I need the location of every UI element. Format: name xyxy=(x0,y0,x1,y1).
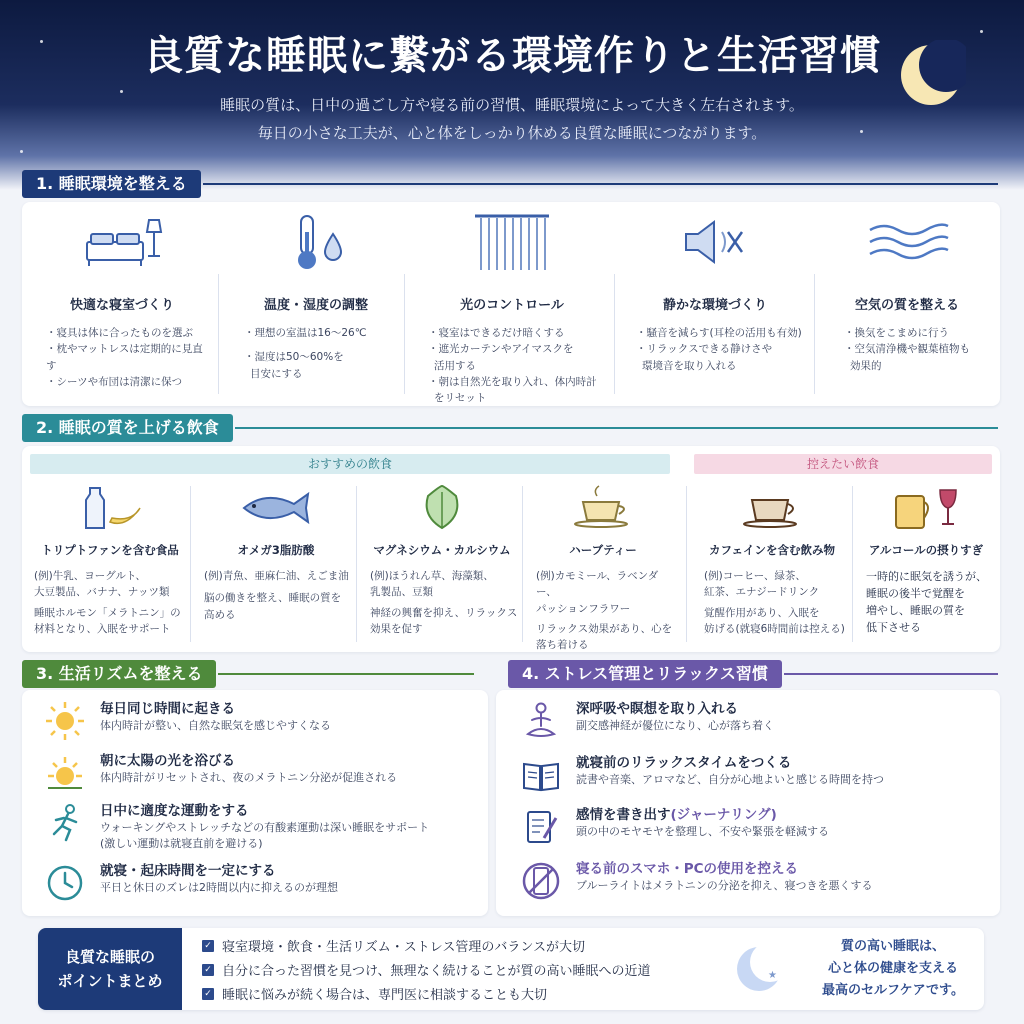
checkbox-icon: ✓ xyxy=(202,940,214,952)
stress-item-title: 感情を書き出す xyxy=(576,807,671,823)
food-effect: 低下させる xyxy=(866,621,921,635)
summary-point-text: 睡眠に悩みが続く場合は、専門医に相談することも大切 xyxy=(222,988,548,1003)
bullet-text: ・朝は自然光を取り入れ、体内時計 xyxy=(428,375,597,388)
milk-banana-icon xyxy=(70,482,150,532)
section-rhythm-header xyxy=(22,660,474,688)
page-subtitle: 毎日の小さな工夫が、心と体をしっかり休める良質な睡眠につながります。 xyxy=(257,124,767,142)
divider xyxy=(218,673,474,675)
stress-item-desc: ブルーライトはメラトニンの分泌を抑え、寝つきを悪くする xyxy=(576,879,873,892)
summary-point xyxy=(202,960,650,979)
stress-item-title: 深呼吸や瞑想を取り入れる xyxy=(576,701,738,717)
food-example: (例)カモミール、ラベンダー、 xyxy=(536,570,659,599)
stress-item-title: 寝る前のスマホ・PCの使用を控える xyxy=(576,861,799,877)
food-effect: 睡眠の後半で覚醒を xyxy=(866,587,965,601)
svg-text:★: ★ xyxy=(768,970,777,981)
rhythm-item xyxy=(44,862,338,904)
curtain-icon xyxy=(467,212,557,272)
food-effect: 妨げる(就寝6時間前は控える) xyxy=(704,622,845,635)
environment-card xyxy=(822,212,992,374)
divider xyxy=(784,673,998,675)
checkbox-icon: ✓ xyxy=(202,964,214,976)
bullet-text: ・寝具は体に合ったものを選ぶ xyxy=(46,327,193,339)
thermometer-icon xyxy=(271,212,361,272)
bullet-text: ・枕やマットレスは定期的に見直す xyxy=(46,343,203,372)
star-icon xyxy=(20,150,23,153)
food-card xyxy=(30,482,190,637)
food-card xyxy=(362,482,522,637)
food-example: パッションフラワー xyxy=(536,602,631,615)
environment-card-title: 快適な寝室づくり xyxy=(69,298,174,313)
rhythm-item-title: 毎日同じ時間に起きる xyxy=(100,701,235,717)
book-icon xyxy=(520,754,562,796)
environment-card xyxy=(622,212,808,374)
closing-line: 心と体の健康を支える xyxy=(827,961,958,976)
section-diet-header xyxy=(22,414,998,442)
diet-panel xyxy=(22,446,1000,652)
divider xyxy=(203,183,998,185)
divider xyxy=(235,427,998,429)
beer-wine-icon xyxy=(886,482,966,532)
food-card xyxy=(196,482,356,623)
journal-icon xyxy=(520,806,562,848)
food-effect: 覚醒作用があり、入眠を xyxy=(704,606,820,619)
rhythm-item xyxy=(44,752,397,794)
rhythm-item-desc: 体内時計がリセットされ、夜のメラトニン分泌が促進される xyxy=(100,771,398,784)
rhythm-item-desc: (激しい運動は就寝直前を避ける) xyxy=(100,837,263,850)
food-effect: 落ち着ける xyxy=(536,639,589,652)
environment-card-title: 静かな環境づくり xyxy=(662,298,767,313)
food-example: 乳製品、豆類 xyxy=(370,586,433,599)
food-effect: 材料となり、入眠をサポート xyxy=(34,622,171,635)
summary-point xyxy=(202,936,585,955)
hero-banner xyxy=(0,0,1024,190)
food-card xyxy=(694,482,850,637)
page-subtitle: 睡眠の質は、日中の過ごし方や寝る前の習慣、睡眠環境によって大きく左右されます。 xyxy=(220,96,804,114)
bullet-text: 環境音を取り入れる xyxy=(642,359,737,372)
food-effect: リラックス効果があり、心を xyxy=(536,622,673,635)
rhythm-item-desc: ウォーキングやストレッチなどの有酸素運動は深い睡眠をサポート xyxy=(100,821,430,834)
bullet-text: ・騒音を減らす(耳栓の活用も有効) xyxy=(636,327,802,339)
section-diet-title: 2. 睡眠の質を上げる飲食 xyxy=(22,414,233,442)
stress-item xyxy=(520,860,872,902)
section-stress-header xyxy=(508,660,998,688)
food-effect: 効果を促す xyxy=(370,622,423,635)
runner-icon xyxy=(44,802,86,844)
food-example: (例)ほうれん草、海藻類、 xyxy=(370,570,494,582)
stress-item xyxy=(520,700,774,742)
bullet-text: ・湿度は50〜60%を xyxy=(244,351,344,364)
divider xyxy=(686,486,687,642)
rhythm-item-title: 日中に適度な運動をする xyxy=(100,803,249,819)
rhythm-item-desc: 体内時計が整い、自然な眠気を感じやすくなる xyxy=(100,719,331,732)
meditation-icon xyxy=(520,700,562,742)
bullet-text: 活用する xyxy=(434,359,476,372)
divider xyxy=(404,274,405,394)
food-example: (例)コーヒー、緑茶、 xyxy=(704,570,806,582)
page-title: 良質な睡眠に繋がる環境作りと生活習慣 xyxy=(143,33,881,79)
no-phone-icon xyxy=(520,860,562,902)
spinach-icon xyxy=(402,482,482,532)
rhythm-item-desc: 平日と休日のズレは2時間以内に抑えるのが理想 xyxy=(100,881,338,894)
food-card-title: オメガ3脂肪酸 xyxy=(237,543,315,557)
bullet-text: をリセット xyxy=(434,392,487,405)
divider xyxy=(356,486,357,642)
rhythm-panel xyxy=(22,690,488,916)
rhythm-item-title: 就寝・起床時間を一定にする xyxy=(100,863,276,879)
food-card-title: トリプトファンを含む食品 xyxy=(41,543,179,557)
checkbox-icon: ✓ xyxy=(202,988,214,1000)
food-effect: 神経の興奮を抑え、リラックス xyxy=(370,606,518,619)
stress-panel xyxy=(496,690,1000,916)
food-effect: 睡眠ホルモン「メラトニン」の xyxy=(34,606,181,619)
stress-item xyxy=(520,754,884,796)
closing-message xyxy=(818,936,968,1002)
stress-item xyxy=(520,806,829,848)
environment-panel xyxy=(22,202,1000,406)
rhythm-item xyxy=(44,802,429,852)
sun-icon xyxy=(44,700,86,742)
food-card-title: マグネシウム・カルシウム xyxy=(373,543,511,557)
section-rhythm-title: 3. 生活リズムを整える xyxy=(22,660,216,688)
bullet-text: 目安にする xyxy=(250,367,303,380)
bullet-text: ・リラックスできる静けさや xyxy=(636,343,773,356)
summary-box xyxy=(38,928,984,1010)
environment-card xyxy=(226,212,406,382)
section-environment-title: 1. 睡眠環境を整える xyxy=(22,170,201,198)
food-effect: 脳の働きを整え、睡眠の質を xyxy=(204,592,342,605)
speaker-mute-icon xyxy=(670,212,760,272)
divider xyxy=(814,274,815,394)
food-card-title: アルコールの摂りすぎ xyxy=(868,543,984,557)
summary-point xyxy=(202,984,547,1003)
food-example: (例)牛乳、ヨーグルト、 xyxy=(34,570,146,582)
rhythm-item xyxy=(44,700,331,742)
environment-card xyxy=(32,212,212,390)
stress-item-title-accent: (ジャーナリング) xyxy=(670,807,777,823)
bullet-text: ・寝室はできるだけ暗くする xyxy=(428,327,565,339)
morning-sun-icon xyxy=(44,752,86,794)
summary-label-line: ポイントまとめ xyxy=(57,972,163,990)
food-card xyxy=(528,482,678,653)
crescent-moon-icon xyxy=(896,40,966,110)
herbal-tea-icon xyxy=(563,482,643,532)
food-example: 紅茶、エナジードリンク xyxy=(704,586,820,599)
fish-icon xyxy=(236,482,316,532)
food-example: 大豆製品、バナナ、ナッツ類 xyxy=(34,586,170,599)
stress-item-desc: 副交感神経が優位になり、心が落ち着く xyxy=(576,719,774,732)
summary-label xyxy=(38,928,182,1010)
bullet-text: ・空気清浄機や観葉植物も xyxy=(844,343,970,356)
divider xyxy=(852,486,853,642)
stress-item-title: 就寝前のリラックスタイムをつくる xyxy=(576,755,792,771)
food-example: (例)青魚、亜麻仁油、えごま油 xyxy=(204,570,349,582)
food-effect: 増やし、睡眠の質を xyxy=(866,604,965,618)
bullet-text: ・シーツや布団は清潔に保つ xyxy=(46,375,183,388)
recommended-band: おすすめの飲食 xyxy=(30,454,670,474)
section-stress-title: 4. ストレス管理とリラックス習慣 xyxy=(508,660,782,688)
summary-label-line: 良質な睡眠の xyxy=(64,948,155,966)
divider xyxy=(522,486,523,642)
coffee-icon xyxy=(732,482,812,532)
bullet-text: 効果的 xyxy=(850,359,882,372)
food-card-title: カフェインを含む飲み物 xyxy=(709,543,835,557)
environment-card-title: 温度・湿度の調整 xyxy=(263,298,368,313)
bullet-text: ・理想の室温は16〜26℃ xyxy=(244,327,367,339)
bullet-text: ・遮光カーテンやアイマスクを xyxy=(428,343,574,356)
star-icon xyxy=(120,90,123,93)
stress-item-desc: 読書や音楽、アロマなど、自分が心地よいと感じる時間を持つ xyxy=(576,773,884,786)
clock-icon xyxy=(44,862,86,904)
closing-line: 最高のセルフケアです。 xyxy=(822,983,964,998)
food-effect: 高める xyxy=(204,608,236,621)
divider xyxy=(614,274,615,394)
environment-card-title: 空気の質を整える xyxy=(854,298,959,313)
divider xyxy=(218,274,219,394)
rhythm-item-title: 朝に太陽の光を浴びる xyxy=(100,753,235,769)
food-effect: 一時的に眠気を誘うが、 xyxy=(866,570,987,583)
closing-line: 質の高い睡眠は、 xyxy=(840,939,945,954)
crescent-moon-icon xyxy=(732,942,786,996)
bed-icon xyxy=(77,212,167,272)
environment-card xyxy=(414,212,610,406)
summary-point-text: 寝室環境・飲食・生活リズム・ストレス管理のバランスが大切 xyxy=(222,940,585,955)
section-environment-header xyxy=(22,170,998,198)
air-waves-icon xyxy=(862,212,952,272)
divider xyxy=(190,486,191,642)
summary-point-text: 自分に合った習慣を見つけ、無理なく続けることが質の高い睡眠への近道 xyxy=(222,964,651,979)
food-card-title: ハーブティー xyxy=(569,543,637,557)
avoid-band: 控えたい飲食 xyxy=(694,454,992,474)
stress-item-desc: 頭の中のモヤモヤを整理し、不安や緊張を軽減する xyxy=(576,825,829,838)
bullet-text: ・換気をこまめに行う xyxy=(844,327,949,339)
food-card xyxy=(858,482,994,636)
environment-card-title: 光のコントロール xyxy=(460,298,564,313)
